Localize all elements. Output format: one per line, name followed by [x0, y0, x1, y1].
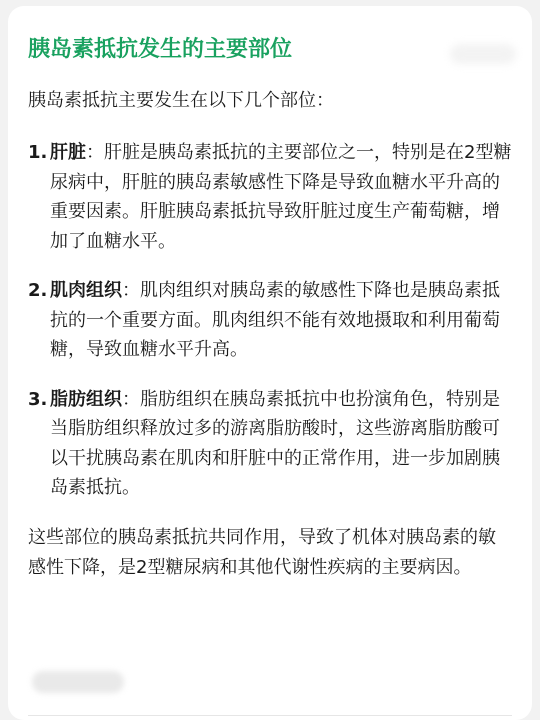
item-separator: ：	[122, 388, 140, 410]
item-number: 2.	[28, 280, 48, 301]
summary-text: 这些部位的胰岛素抵抗共同作用，导致了机体对胰岛素的敏感性下降，是2型糖尿病和其他代谢性疾病的主要病因。	[28, 526, 496, 578]
list-item	[28, 385, 512, 503]
item-text: 肝脏是胰岛素抵抗的主要部位之一，特别是在2型糖尿病中，肝脏的胰岛素敏感性下降是导致血糖水平升高的重要因素。肝脏胰岛素抵抗导致肝脏过度生产葡萄糖，增加了血糖水平。	[50, 142, 512, 252]
item-separator: ：	[86, 142, 104, 163]
list-item	[28, 276, 512, 365]
item-term: 脂肪组织	[50, 388, 122, 410]
answer-card	[8, 6, 532, 720]
list-item	[28, 138, 512, 256]
item-term: 肝脏	[50, 142, 86, 163]
item-number: 3.	[28, 388, 48, 410]
item-number: 1.	[28, 142, 48, 163]
item-separator: ：	[122, 280, 140, 301]
item-text: 肌肉组织对胰岛素的敏感性下降也是胰岛素抵抗的一个重要方面。肌肉组织不能有效地摄取和利用葡萄糖，导致血糖水平升高。	[50, 280, 500, 360]
article-title: 胰岛素抵抗发生的主要部位	[28, 37, 293, 62]
blurred-action-area	[450, 44, 516, 64]
item-text: 脂肪组织在胰岛素抵抗中也扮演角色，特别是当脂肪组织释放过多的游离脂肪酸时，这些游离脂肪酸可以干扰胰岛素在肌肉和肝脏中的正常作用，进一步加剧胰岛素抵抗。	[50, 388, 500, 498]
intro-text: 胰岛素抵抗主要发生在以下几个部位：	[28, 90, 334, 111]
blurred-footer-element	[32, 671, 124, 693]
sites-list	[28, 138, 512, 503]
item-term: 肌肉组织	[50, 280, 122, 301]
bottom-divider	[28, 715, 512, 716]
